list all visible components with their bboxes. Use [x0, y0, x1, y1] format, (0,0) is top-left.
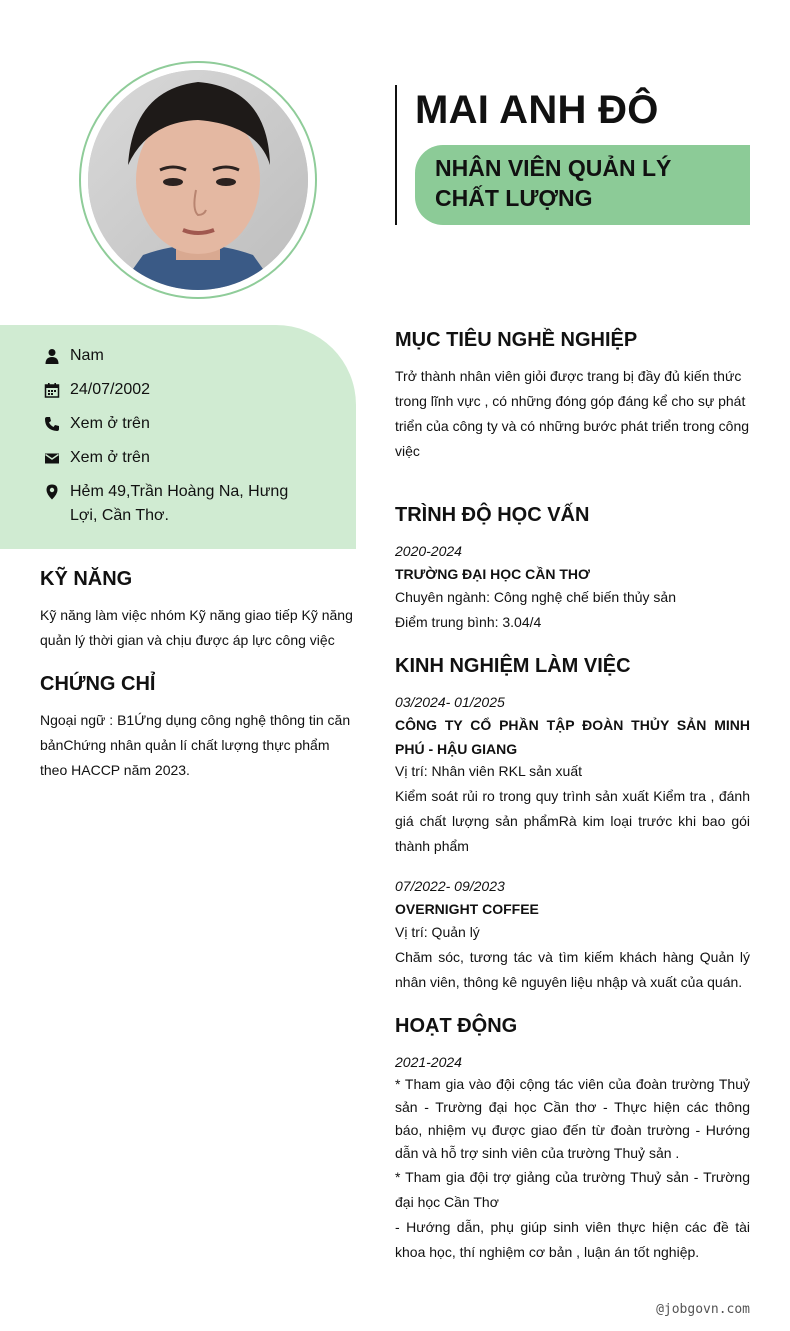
- experience-description: Kiểm soát rủi ro trong quy trình sản xuất Kiểm tra , đánh giá chất lượng sản phẩmRà kim loại trước khi bao gói thành phẩm: [395, 788, 750, 854]
- job-title: NHÂN VIÊN QUẢN LÝ CHẤT LƯỢNG: [435, 155, 672, 211]
- contact-email: [44, 446, 310, 470]
- activities-text-1: * Tham gia vào đội cộng tác viên của đoàn trường Thuỷ sản - Trường đại học Cần thơ - Thực hiện các thông báo, nhiệm vụ được giao đến từ đoàn trường - Hướng dẫn và hỗ trợ sinh viên của trường Thuỷ sản .: [395, 1076, 750, 1161]
- activities-heading: HOẠT ĐỘNG: [395, 1015, 518, 1037]
- experience-position: Vị trí: Nhân viên RKL sản xuất: [395, 763, 583, 779]
- phone-icon: [44, 416, 60, 432]
- calendar-icon: [44, 382, 60, 398]
- contact-birthday: [44, 378, 310, 402]
- contact-phone: [44, 412, 310, 436]
- address-value: Hẻm 49,Trần Hoàng Na, Hưng Lợi, Cần Thơ.: [70, 483, 289, 524]
- email-value: Xem ở trên: [70, 449, 150, 466]
- mail-icon: [44, 450, 60, 466]
- certificates-text: Ngoại ngữ : B1Ứng dụng công nghệ thông tin căn bảnChứng nhân quản lí chất lượng thực phẩm theo HACCP năm 2023.: [40, 712, 351, 778]
- birthday-value: 24/07/2002: [70, 381, 151, 398]
- experience-date: 07/2022- 09/2023: [395, 878, 505, 894]
- location-pin-icon: [44, 484, 60, 500]
- skills-text: Kỹ năng làm việc nhóm Kỹ năng giao tiếp Kỹ năng quản lý thời gian và chịu được áp lực công việc: [40, 607, 353, 648]
- experience-description: Chăm sóc, tương tác và tìm kiếm khách hàng Quản lý nhân viên, thông kê nguyên liệu nhập và xuất của quán.: [395, 949, 750, 990]
- education-school: TRƯỜNG ĐẠI HỌC CẦN THƠ: [395, 566, 590, 582]
- objective-heading: MỤC TIÊU NGHỀ NGHIỆP: [395, 329, 638, 351]
- person-icon: [44, 348, 60, 364]
- skills-heading: KỸ NĂNG: [40, 568, 133, 590]
- education-date: 2020-2024: [395, 543, 462, 559]
- experience-company: CÔNG TY CỔ PHẦN TẬP ĐOÀN THỦY SẢN MINH PHÚ - HẬU GIANG: [395, 717, 750, 757]
- experience-date: 03/2024- 01/2025: [395, 694, 505, 710]
- gender-value: Nam: [70, 347, 104, 364]
- avatar: [88, 70, 308, 290]
- activities-date: 2021-2024: [395, 1054, 462, 1070]
- objective-text: Trở thành nhân viên giỏi được trang bị đầy đủ kiến thức trong lĩnh vực , có những đóng góp đáng kể cho sự phát triển của công ty và có những bước phát triển trong công việc: [395, 368, 750, 459]
- education-major: Chuyên ngành: Công nghệ chế biến thủy sản: [395, 589, 676, 605]
- education-gpa: Điểm trung bình: 3.04/4: [395, 614, 542, 630]
- education-heading: TRÌNH ĐỘ HỌC VẤN: [395, 504, 590, 526]
- activities-text-3: - Hướng dẫn, phụ giúp sinh viên thực hiện các đề tài khoa học, thí nghiệm cơ bản , luận án tốt nghiệp.: [395, 1219, 750, 1260]
- certificates-heading: CHỨNG CHỈ: [40, 673, 156, 695]
- candidate-name: MAI ANH ĐÔ: [415, 88, 659, 132]
- experience-heading: KINH NGHIỆM LÀM VIỆC: [395, 655, 631, 677]
- contact-address: [44, 480, 310, 528]
- phone-value: Xem ở trên: [70, 415, 150, 432]
- header-divider: [395, 85, 397, 225]
- contact-gender: [44, 344, 310, 368]
- experience-position: Vị trí: Quản lý: [395, 924, 480, 940]
- activities-text-2: * Tham gia đội trợ giảng của trường Thuỷ sản - Trường đại học Cần Thơ: [395, 1169, 750, 1210]
- experience-company: OVERNIGHT COFFEE: [395, 901, 539, 917]
- watermark: @jobgovn.com: [656, 1302, 750, 1317]
- job-title-banner: [415, 145, 750, 225]
